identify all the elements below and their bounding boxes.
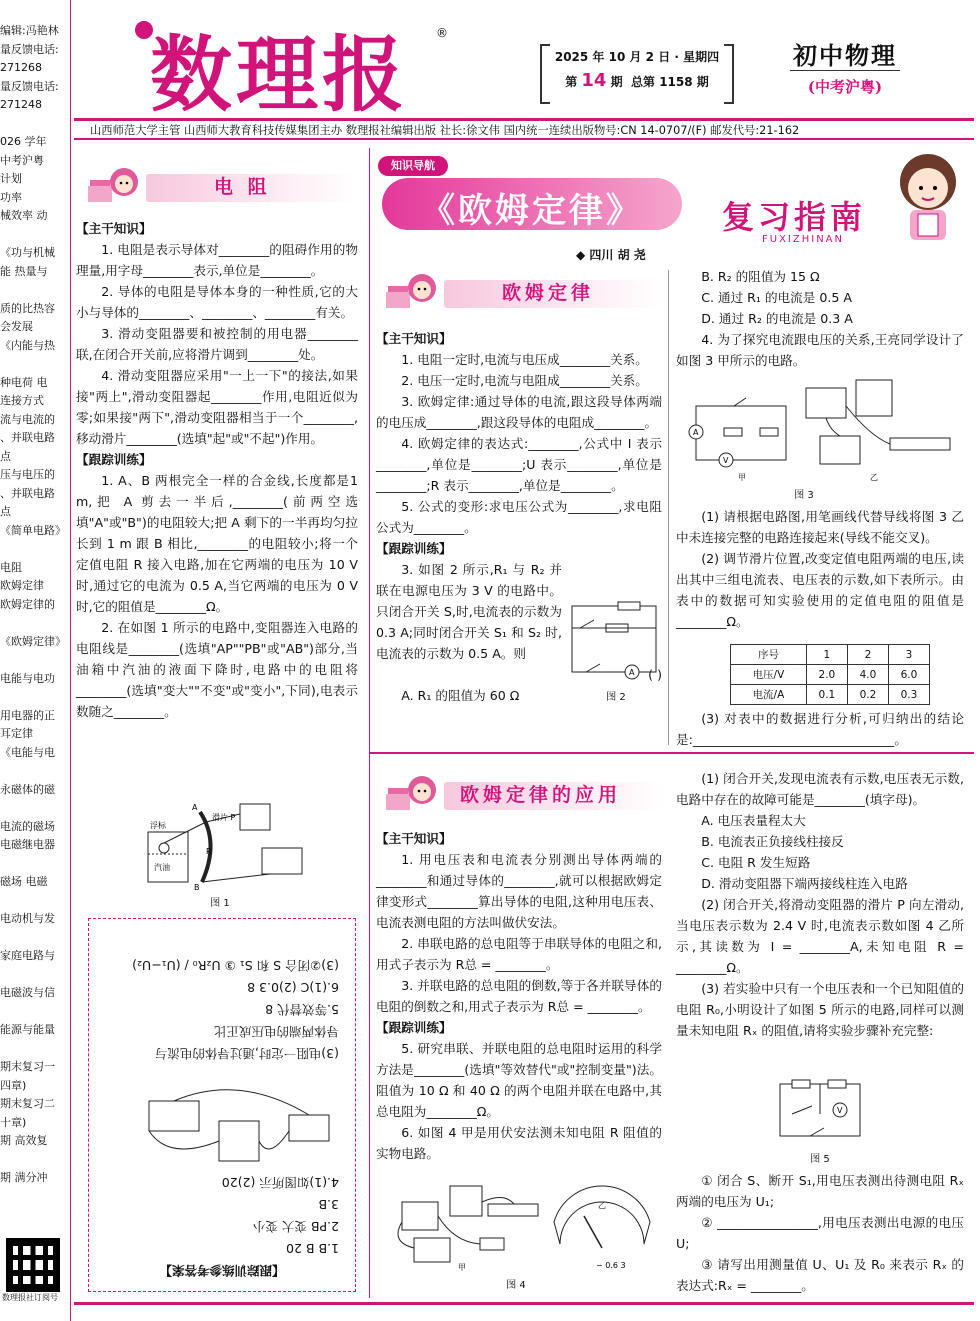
- sidebar-line: 四章): [0, 1078, 27, 1092]
- sidebar-lines: [0, 22, 66, 1188]
- sidebar-line: 《功与机械: [0, 246, 55, 259]
- column-resistance: [76, 218, 358, 722]
- step-2: ② ________________,用电压表测出电源的电压 U;: [676, 1215, 964, 1251]
- kp-1: 1. 电阻是表示导体对________的阻碍作用的物理量,用字母________表示,单位是________。: [76, 242, 358, 278]
- sidebar-line: 期 高效复: [0, 1134, 48, 1147]
- table-header: 2: [847, 645, 888, 665]
- q-4-1: (1) 请根据电路图,用笔画线代替导线将图 3 乙中未连接完整的电路连接起来(导线不能交叉)。: [676, 509, 964, 545]
- heading-key-knowledge: 【主干知识】: [376, 831, 452, 846]
- figure-4-caption: 图 4: [506, 1280, 526, 1291]
- answer-box-rotated: [89, 919, 355, 1291]
- figure-3-circuits: [680, 376, 964, 486]
- sidebar-line: [0, 1003, 66, 1022]
- table-header: 1: [806, 645, 847, 665]
- sidebar-line: 功率: [0, 190, 22, 204]
- svg-text:A: A: [629, 668, 635, 677]
- figure-2-caption: 图 2: [606, 692, 626, 703]
- figure-2-circuit: [566, 600, 662, 682]
- svg-text:− 0.6 3: − 0.6 3: [596, 1261, 626, 1270]
- total-issue: 总第 1158 期: [631, 75, 709, 89]
- banner-pinyin: FUXIZHINAN: [762, 234, 844, 245]
- table-header: 3: [888, 645, 929, 665]
- heading-practice: 【跟踪训练】: [376, 1020, 452, 1035]
- column-divider: [369, 148, 370, 1298]
- sidebar-line: [0, 855, 66, 874]
- sidebar-line: 电磁继电器: [0, 838, 55, 851]
- answer-line-7: 5.等效替代 8: [265, 1002, 339, 1017]
- answer-line-6: 导体两端的电压成正比: [213, 1024, 339, 1039]
- fig3-label-jia: 甲: [738, 473, 746, 482]
- sidebar-line: 质的比热容: [0, 301, 55, 315]
- issue-date: 2025 年 10 月 2 日 · 星期四: [554, 50, 720, 64]
- fig1-label-a: A: [192, 803, 198, 812]
- answer-title: 【跟踪训练参考答案】: [159, 1263, 285, 1278]
- sidebar-line: [0, 1040, 66, 1059]
- q-3-option-b: B. R₂ 的阻值为 15 Ω: [701, 269, 820, 284]
- figure-5-circuit: [770, 1074, 870, 1144]
- kp-1: 1. 电阻一定时,电流与电压成________关系。: [401, 352, 648, 367]
- section-title-text: 电 阻: [214, 176, 271, 198]
- sidebar-line: [0, 355, 66, 374]
- girl-mascot-icon: [888, 148, 970, 248]
- q-4-3: (3) 对表中的数据进行分析,可归纳出的结论是:________________________________。: [676, 711, 964, 747]
- sidebar-line: [0, 929, 66, 948]
- q-6-option-a: A. 电压表量程太大: [701, 813, 806, 828]
- section-divider: [370, 752, 974, 754]
- q-3-bracket: ( ): [648, 667, 662, 682]
- q-6-option-b: B. 电流表正负接线柱接反: [701, 834, 844, 849]
- sidebar-line: 永磁体的磁: [0, 782, 55, 796]
- sidebar-line: 、并联电路: [0, 431, 55, 444]
- sidebar-line: [0, 688, 66, 707]
- answer-line-2: 2.PB 变大 变小: [253, 1219, 339, 1234]
- step-3: ③ 请写出用测量值 U、U₁ 及 R₀ 来表示 Rₓ 的表达式:Rₓ = ________。: [676, 1257, 964, 1293]
- sidebar-line: 期 满分冲: [0, 1171, 48, 1184]
- heading-key-knowledge: 【主干知识】: [76, 221, 152, 236]
- date-box: [548, 44, 726, 102]
- kp-3: 3. 欧姆定律:通过导体的电流,跟这段导体两端的电压成________,跟这段导体的电阻成________。: [376, 394, 662, 430]
- answer-line-9: (3)②闭合 S 和 S₁ ③ U₂R₀ / (U₁−U₂): [132, 958, 339, 973]
- sidebar-line: 《简单电路》: [0, 523, 66, 537]
- kp-2: 2. 电压一定时,电流与电阻成________关系。: [401, 373, 648, 388]
- sidebar-line: 十章): [0, 1115, 27, 1129]
- answer-box: [88, 918, 356, 1292]
- section-title-ohms-law-application: [384, 774, 664, 814]
- q-6: 6. 如图 4 甲是用伏安法测未知电阻 R 阻值的实物电路。: [376, 1125, 662, 1161]
- qr-code-icon: [6, 1238, 60, 1292]
- heading-key-knowledge: 【主干知识】: [376, 331, 452, 346]
- sidebar-line: [0, 281, 66, 300]
- answer-line-1: 1.B B 20: [286, 1241, 339, 1256]
- q-6-2: (2) 闭合开关,将滑动变阻器的滑片 P 向左滑动,当电压表示数为 2.4 V 时,电流表示数如图 4 乙所示,其读数为 I = ________A,未知电阻 R = ________Ω。: [676, 897, 964, 975]
- qr-caption: 数理报社订阅号: [2, 1293, 58, 1302]
- column-application-continued: [676, 768, 964, 1041]
- section-title-text: 欧姆定律: [502, 282, 595, 304]
- heading-practice: 【跟踪训练】: [376, 541, 452, 556]
- fig3-label-yi: 乙: [870, 473, 878, 482]
- sidebar-line: 271248: [0, 98, 42, 111]
- sidebar-line: 欧姆定律: [0, 579, 44, 592]
- sidebar-line: 会发展: [0, 320, 33, 333]
- kp-5: 5. 公式的变形:求电压公式为________,求电阻公式为________。: [376, 499, 662, 535]
- q-2: 2. 在如图 1 所示的电路中,变阻器连入电路的电阻线是________(选填"AP""PB"或"AB")部分,当油箱中汽油的液面下降时,电路中的电阻将________(选填"变大""不变"或"变小",下同),电表示数随之________。: [76, 620, 358, 719]
- column-q4-3: [676, 708, 964, 750]
- kp-1: 1. 用电压表和电流表分别测出导体两端的________和通过导体的________,就可以根据欧姆定律变形式________算出导体的电阻,这种用电压表、电流表测电阻的方法叫做伏安法。: [376, 852, 662, 930]
- q-6-option-c: C. 电阻 R 发生短路: [701, 855, 811, 870]
- heading-practice: 【跟踪训练】: [76, 452, 152, 467]
- sidebar-line: [0, 614, 66, 633]
- banner-tag: 知识导航: [378, 156, 448, 176]
- sidebar-line: 026 学年: [0, 135, 47, 148]
- answer-line-5: (3)电阻一定时,通过导体的电流与: [154, 1046, 339, 1061]
- kp-2: 2. 导体的电阻是导体本身的一种性质,它的大小与导体的________、________、________有关。: [76, 284, 358, 320]
- sidebar-line: 计划: [0, 172, 22, 185]
- sidebar-line: 能 热量与: [0, 264, 48, 278]
- figure-5-caption: 图 5: [810, 1154, 830, 1165]
- q-3: 3. 如图 2 所示,R₁ 与 R₂ 并联在电源电压为 3 V 的电路中。只闭合开关 S,时,电流表的示数为 0.3 A;同时闭合开关 S₁ 和 S₂ 时,电流表的示数为 0.5 A。则: [376, 562, 562, 661]
- kp-4: 4. 滑动变阻器应采用"一上一下"的接法,如果接"两上",滑动变阻器起________作用,电阻近似为零;如果接"两下",滑动变阻器相当于一个________,移动滑片________(选填"起"或"不起")作用。: [76, 368, 358, 446]
- sidebar-line: 磁场 电磁: [0, 875, 48, 888]
- table-row: 电压/V 2.0 4.0 6.0: [731, 665, 930, 685]
- q-3-option-a: A. R₁ 的阻值为 60 Ω: [401, 688, 520, 703]
- sidebar-line: 连接方式: [0, 394, 44, 407]
- sidebar-line: 期末复习二: [0, 1097, 55, 1110]
- svg-text:A: A: [693, 428, 699, 437]
- q-6-option-d: D. 滑动变阻器下端两接线柱连入电路: [701, 876, 908, 891]
- edition-label: (中考沪粤): [807, 78, 883, 96]
- author-line: ◆ 四川 胡 尧: [576, 248, 646, 262]
- fig1-label-float: 浮标: [150, 821, 166, 830]
- answer-line-8: 6.(1)C (2)0.3 8: [247, 980, 339, 995]
- bottom-rule: [74, 1302, 974, 1305]
- sidebar-line: 量反馈电话:: [0, 42, 59, 56]
- q-4: 4. 为了探究电流跟电压的关系,王亮同学设计了如图 3 甲所示的电路。: [676, 332, 964, 368]
- answer-circuit-photo: [109, 1071, 339, 1171]
- column-steps: [676, 1170, 964, 1296]
- fig1-label-slider: 滑片 P: [212, 813, 236, 822]
- subject-rule: [790, 70, 900, 71]
- kp-4: 4. 欧姆定律的表达式:________,公式中 I 表示________,单位是________;U 表示________,单位是________;R 表示________,单位是________。: [376, 436, 662, 493]
- data-table: [730, 644, 930, 705]
- registered-mark: ®: [436, 26, 448, 40]
- publisher-line: 山西师范大学主管 山西师大教育科技传媒集团主办 数理报社编辑出版 社长:徐文伟 国内统一连续出版物号:CN 14-0707/(F) 邮发代号:21-162: [74, 118, 974, 140]
- column-q4-parts: [676, 506, 964, 632]
- column-divider-inner: [668, 270, 669, 745]
- fig1-label-gasoline: 汽油: [154, 863, 170, 872]
- sidebar-line: [0, 226, 66, 245]
- sidebar-line: 械效率 动: [0, 209, 48, 222]
- sidebar-line: 《欧姆定律》: [0, 634, 66, 648]
- newspaper-logo: [130, 18, 430, 118]
- banner-title: 《欧姆定律》: [421, 191, 643, 231]
- figure-4-apparatus: [384, 1182, 664, 1274]
- sidebar-line: 点: [0, 505, 11, 518]
- fig4-label-jia: 甲: [458, 1263, 466, 1272]
- q-1: 1. A、B 两根完全一样的合金线,长度都是1 m,把 A 剪去一半后,________(前两空选填"A"或"B")的电阻较大;把 A 剩下的一半再均匀拉长到 1 m 跟 B 相比,________的电阻较小;将一个定值电阻 R 接入电路,加在它两端的电压为 10 V 时,通过它的电流为 0.5 A,当它两端的电压为 0 V 时,它的阻值是________Ω。: [76, 473, 358, 614]
- q-6-1: (1) 闭合开关,发现电流表有示数,电压表无示数,电路中存在的故障可能是________(填字母)。: [676, 771, 964, 807]
- sidebar-line: 能源与能量: [0, 1023, 55, 1036]
- kp-2: 2. 串联电路的总电阻等于串联导体的电阻之和,用式子表示为 R总 = ________。: [376, 936, 662, 972]
- figure-1-fuel-gauge: [140, 792, 320, 892]
- sidebar-line: 点: [0, 449, 11, 463]
- sidebar-line: 期末复习一: [0, 1060, 55, 1073]
- sidebar-line: [0, 762, 66, 781]
- sidebar-line: 271268: [0, 61, 42, 74]
- sidebar-line: 家庭电路与: [0, 949, 55, 962]
- table-header: 序号: [731, 645, 807, 665]
- sidebar-line: 电流的磁场: [0, 819, 55, 833]
- sidebar-line: 电阻: [0, 560, 22, 574]
- fig1-label-r: R: [206, 847, 212, 856]
- sidebar-line: [0, 540, 66, 559]
- svg-text:数理报: 数理报: [150, 27, 409, 118]
- issue-number: 14: [581, 70, 607, 91]
- kp-3: 3. 滑动变阻器要和被控制的用电器________联,在闭合开关前,应将滑片调到________处。: [76, 326, 358, 362]
- fig4-label-yi: 乙: [598, 1201, 606, 1210]
- sidebar-line: 电能与电功: [0, 671, 55, 685]
- sidebar-line: 量反馈电话:: [0, 79, 59, 93]
- q-5: 5. 研究串联、并联电阻的总电阻时运用的科学方法是________(选填"等效替代"或"控制变量")法。阻值为 10 Ω 和 40 Ω 的两个电阻并联在电路中,其总电阻为________Ω。: [376, 1041, 662, 1119]
- section-title-ohms-law: [384, 272, 664, 312]
- sidebar-line: 种电荷 电: [0, 375, 48, 389]
- q-3-option-d: D. 通过 R₂ 的电流是 0.3 A: [701, 311, 853, 326]
- sidebar-line: [0, 115, 66, 134]
- sidebar-line: 《电能与电: [0, 745, 55, 759]
- svg-text:V: V: [723, 456, 729, 465]
- sidebar-line: 耳定律: [0, 727, 33, 740]
- sidebar-line: [0, 799, 66, 818]
- svg-text:V: V: [837, 1106, 843, 1115]
- answer-line-4: 4.(1)如图所示 (2)20: [221, 1175, 339, 1190]
- q-3-option-c: C. 通过 R₁ 的电流是 0.5 A: [701, 290, 853, 305]
- left-sidebar-strip: [0, 0, 71, 1321]
- step-1: ① 闭合 S、断开 S₁,用电压表测出待测电阻 Rₓ 两端的电压为 U₁;: [676, 1173, 964, 1209]
- sidebar-line: 流与电流的: [0, 412, 55, 426]
- sidebar-line: [0, 892, 66, 911]
- q-4-2: (2) 调节滑片位置,改变定值电阻两端的电压,读出其中三组电流表、电压表的示数,如下表所示。由表中的数据可知实验使用的定值电阻的阻值是________Ω。: [676, 551, 964, 629]
- sidebar-line: 欧姆定律的: [0, 597, 55, 611]
- banner-subtitle: 复习指南: [722, 198, 867, 236]
- figure-1-caption: 图 1: [210, 898, 230, 909]
- kp-3: 3. 并联电路的总电阻的倒数,等于各并联导体的电阻的倒数之和,用式子表示为 R总 = ________。: [376, 978, 662, 1014]
- sidebar-line: [0, 1151, 66, 1170]
- sidebar-line: 电动机与发: [0, 912, 55, 925]
- sidebar-line: [0, 651, 66, 670]
- sidebar-line: 中考沪粤: [0, 153, 44, 167]
- sidebar-line: 、并联电路: [0, 486, 55, 500]
- column-ohms-law-continued: [676, 266, 964, 371]
- column-application: [376, 828, 662, 1164]
- sidebar-line: 《内能与热: [0, 338, 55, 352]
- section-title-resistance: [86, 166, 356, 206]
- sidebar-line: 压与电压的: [0, 468, 55, 481]
- figure-3-caption: 图 3: [794, 490, 814, 501]
- q-6-3: (3) 若实验中只有一个电压表和一个已知阻值的电阻 R₀,小明设计了如图 5 所示的电路,同样可以测量未知电阻 Rₓ 的阻值,请将实验步骤补充完整:: [676, 981, 964, 1038]
- fig1-label-b: B: [194, 883, 200, 892]
- section-title-text: 欧姆定律的应用: [460, 784, 622, 806]
- subject-title: 初中物理: [793, 41, 897, 70]
- sidebar-line: 电磁波与信: [0, 986, 55, 999]
- sidebar-line: 编辑:冯艳林: [0, 24, 59, 37]
- issue-number-line: 第 14 期 总第 1158 期: [565, 70, 709, 91]
- sidebar-line: [0, 966, 66, 985]
- sidebar-line: 用电器的正: [0, 708, 55, 722]
- answer-line-3: 3.B: [318, 1197, 339, 1212]
- table-row: 电流/A 0.1 0.2 0.3: [731, 685, 930, 705]
